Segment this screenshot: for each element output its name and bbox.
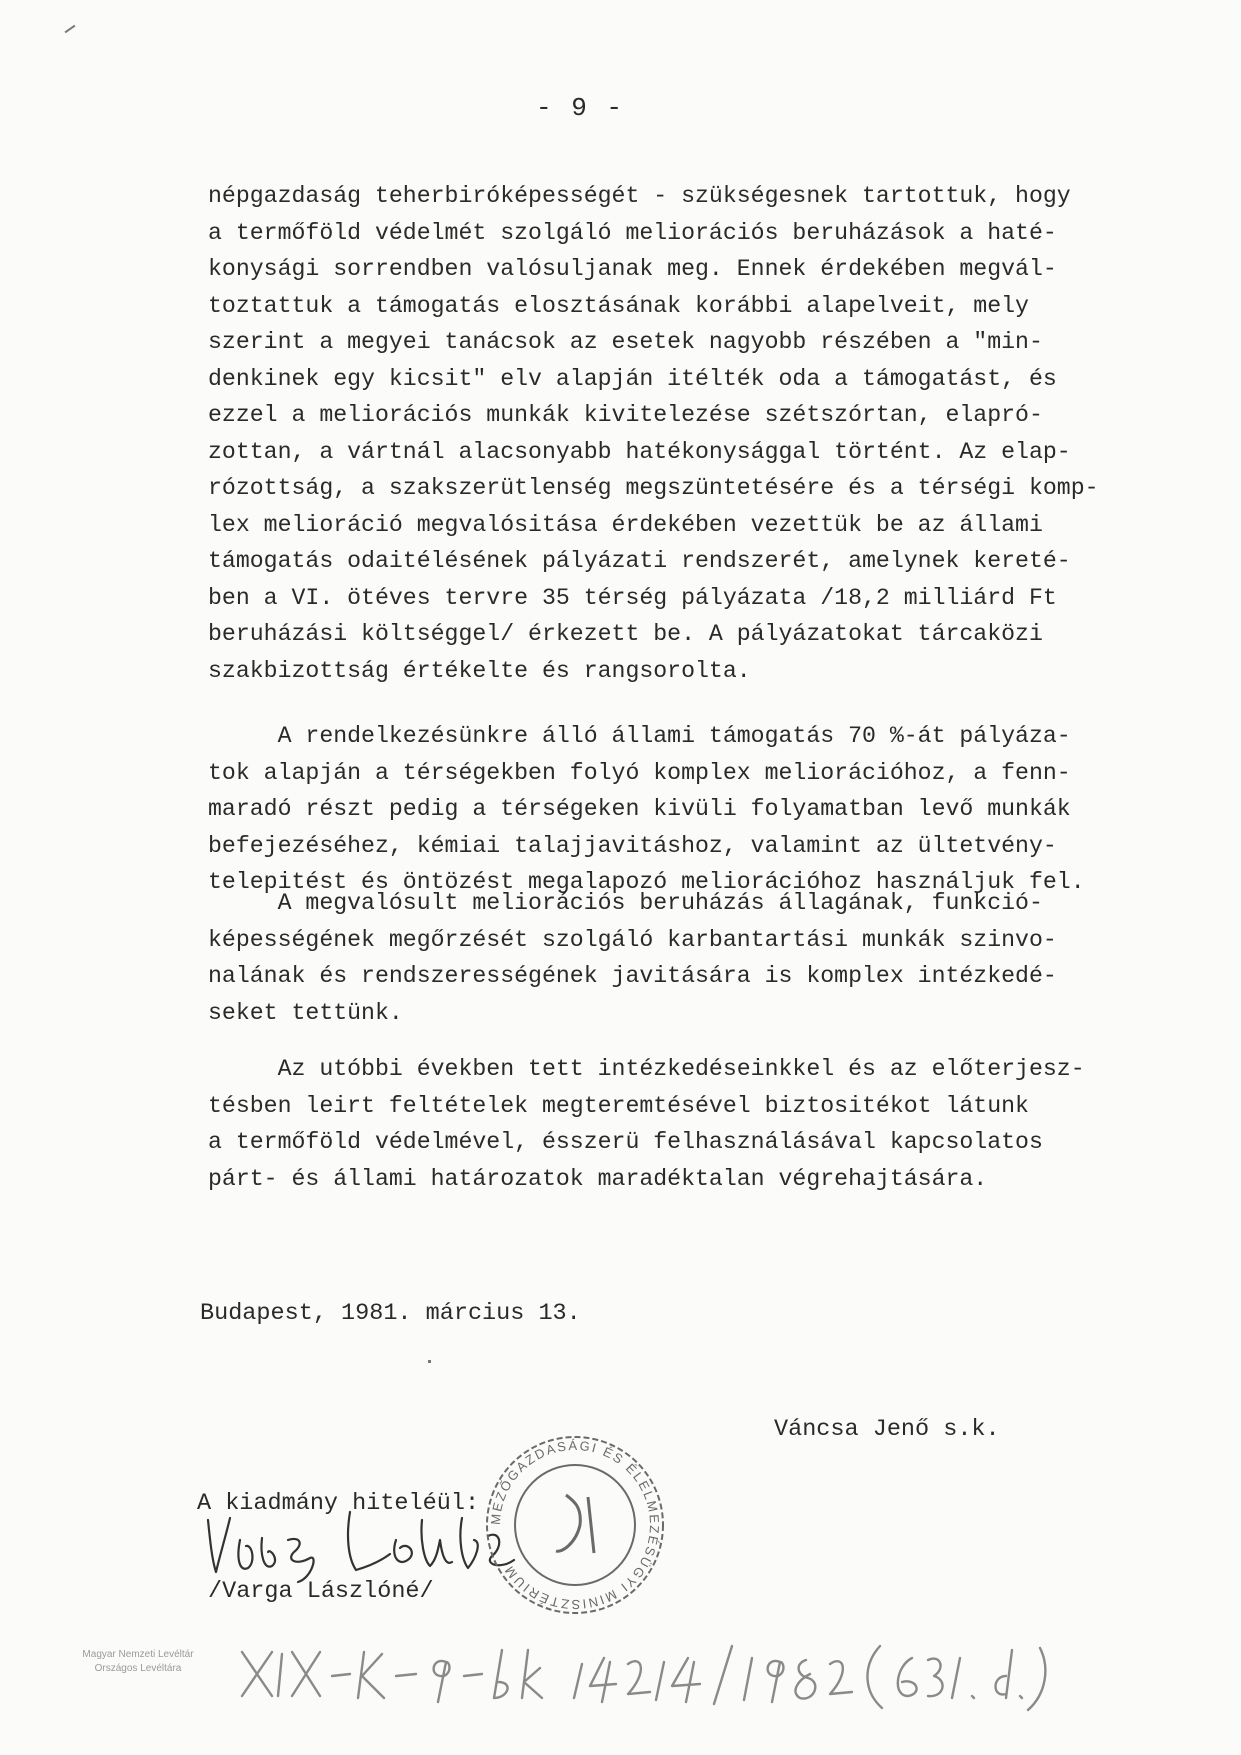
text-line: telepitést és öntözést megalapozó meliorációhoz használjuk fel. — [208, 869, 1085, 895]
text-line: képességének megőrzését szolgáló karbantartási munkák szinvo- — [208, 926, 1057, 953]
text-line: seket tettünk. — [208, 999, 403, 1026]
paragraph-4 — [208, 1051, 1085, 1197]
text-line: ezzel a meliorációs munkák kivitelezése szétszórtan, elapró- — [208, 402, 1043, 428]
body-text — [208, 178, 1168, 1192]
text-line: konysági sorrendben valósuljanak meg. Ennek érdekében megvál- — [208, 256, 1057, 282]
signer-name: Váncsa Jenő s.k. — [774, 1416, 1000, 1443]
archive-watermark-line-2: Országos Levéltára — [94, 1663, 182, 1674]
stray-mark — [428, 1360, 431, 1363]
paragraph-1 — [208, 178, 1168, 689]
text-line: lex melioráció megvalósitása érdekében vezettük be az állami — [208, 511, 1043, 538]
text-line: denkinek egy kicsit" elv alapján itélték oda a támogatást, és — [208, 365, 1057, 392]
archive-watermark-line-1: Magyar Nemzeti Levéltár — [82, 1649, 194, 1660]
text-line: A megvalósult meliorációs beruházás állagának, funkció- — [208, 890, 1043, 916]
attestation-name: /Varga Lászlóné/ — [208, 1578, 434, 1605]
text-line: népgazdaság teherbiróképességét - szükségesnek tartottuk, hogy — [208, 183, 1071, 209]
page-number: - 9 - — [535, 93, 624, 123]
text-line: nalának és rendszerességének javitására is komplex intézkedé- — [208, 963, 1057, 989]
official-stamp — [470, 1425, 680, 1625]
text-line: rózottság, a szakszerütlenség megszüntetésére és a térségi komp- — [208, 475, 1099, 501]
stray-mark — [65, 25, 76, 34]
text-line: beruházási költséggel/ érkezett be. A pályázatokat tárcaközi — [208, 621, 1043, 647]
text-line: maradó részt pedig a térségeken kivüli folyamatban levő munkák — [208, 796, 1071, 822]
paragraph-2 — [208, 718, 1085, 901]
text-line: zottan, a vártnál alacsonyabb hatékonysággal történt. Az elap- — [208, 438, 1071, 465]
text-line: Az utóbbi években tett intézkedéseinkkel és az előterjesz- — [208, 1056, 1085, 1082]
text-line: párt- és állami határozatok maradéktalan végrehajtására. — [208, 1165, 988, 1192]
text-line: tésben leirt feltételek megteremtésével biztositékot látunk — [208, 1092, 1029, 1119]
date-line: Budapest, 1981. március 13. — [200, 1300, 581, 1327]
text-line: támogatás odaitélésének pályázati rendszerét, amelynek kereté- — [208, 548, 1071, 574]
stamp-text: MEZŐGAZDASÁGI ÉS ÉLELMEZÉSÜGYI MINISZTÉRIUM — [487, 1437, 663, 1613]
text-line: szakbizottság értékelte és rangsorolta. — [208, 657, 751, 684]
text-line: A rendelkezésünkre álló állami támogatás 70 %-át pályáza- — [208, 723, 1071, 749]
text-line: a termőföld védelmét szolgáló meliorációs beruházások a haté- — [208, 219, 1057, 246]
attestation-label: A kiadmány hiteléül: — [197, 1490, 480, 1517]
archive-watermark — [58, 1648, 218, 1676]
handwritten-archive-reference — [232, 1632, 1052, 1712]
text-line: a termőföld védelmével, ésszerü felhasználásával kapcsolatos — [208, 1129, 1043, 1155]
text-line: ben a VI. ötéves tervre 35 térség pályázata /18,2 milliárd Ft — [208, 584, 1057, 611]
paragraph-3 — [208, 885, 1057, 1031]
text-line: tok alapján a térségekben folyó komplex meliorációhoz, a fenn- — [208, 759, 1071, 786]
text-line: szerint a megyei tanácsok az esetek nagyobb részében a "min- — [208, 329, 1043, 355]
text-line: befejezéséhez, kémiai talajjavitáshoz, valamint az ültetvény- — [208, 832, 1057, 859]
text-line: toztattuk a támogatás elosztásának korábbi alapelveit, mely — [208, 292, 1029, 319]
